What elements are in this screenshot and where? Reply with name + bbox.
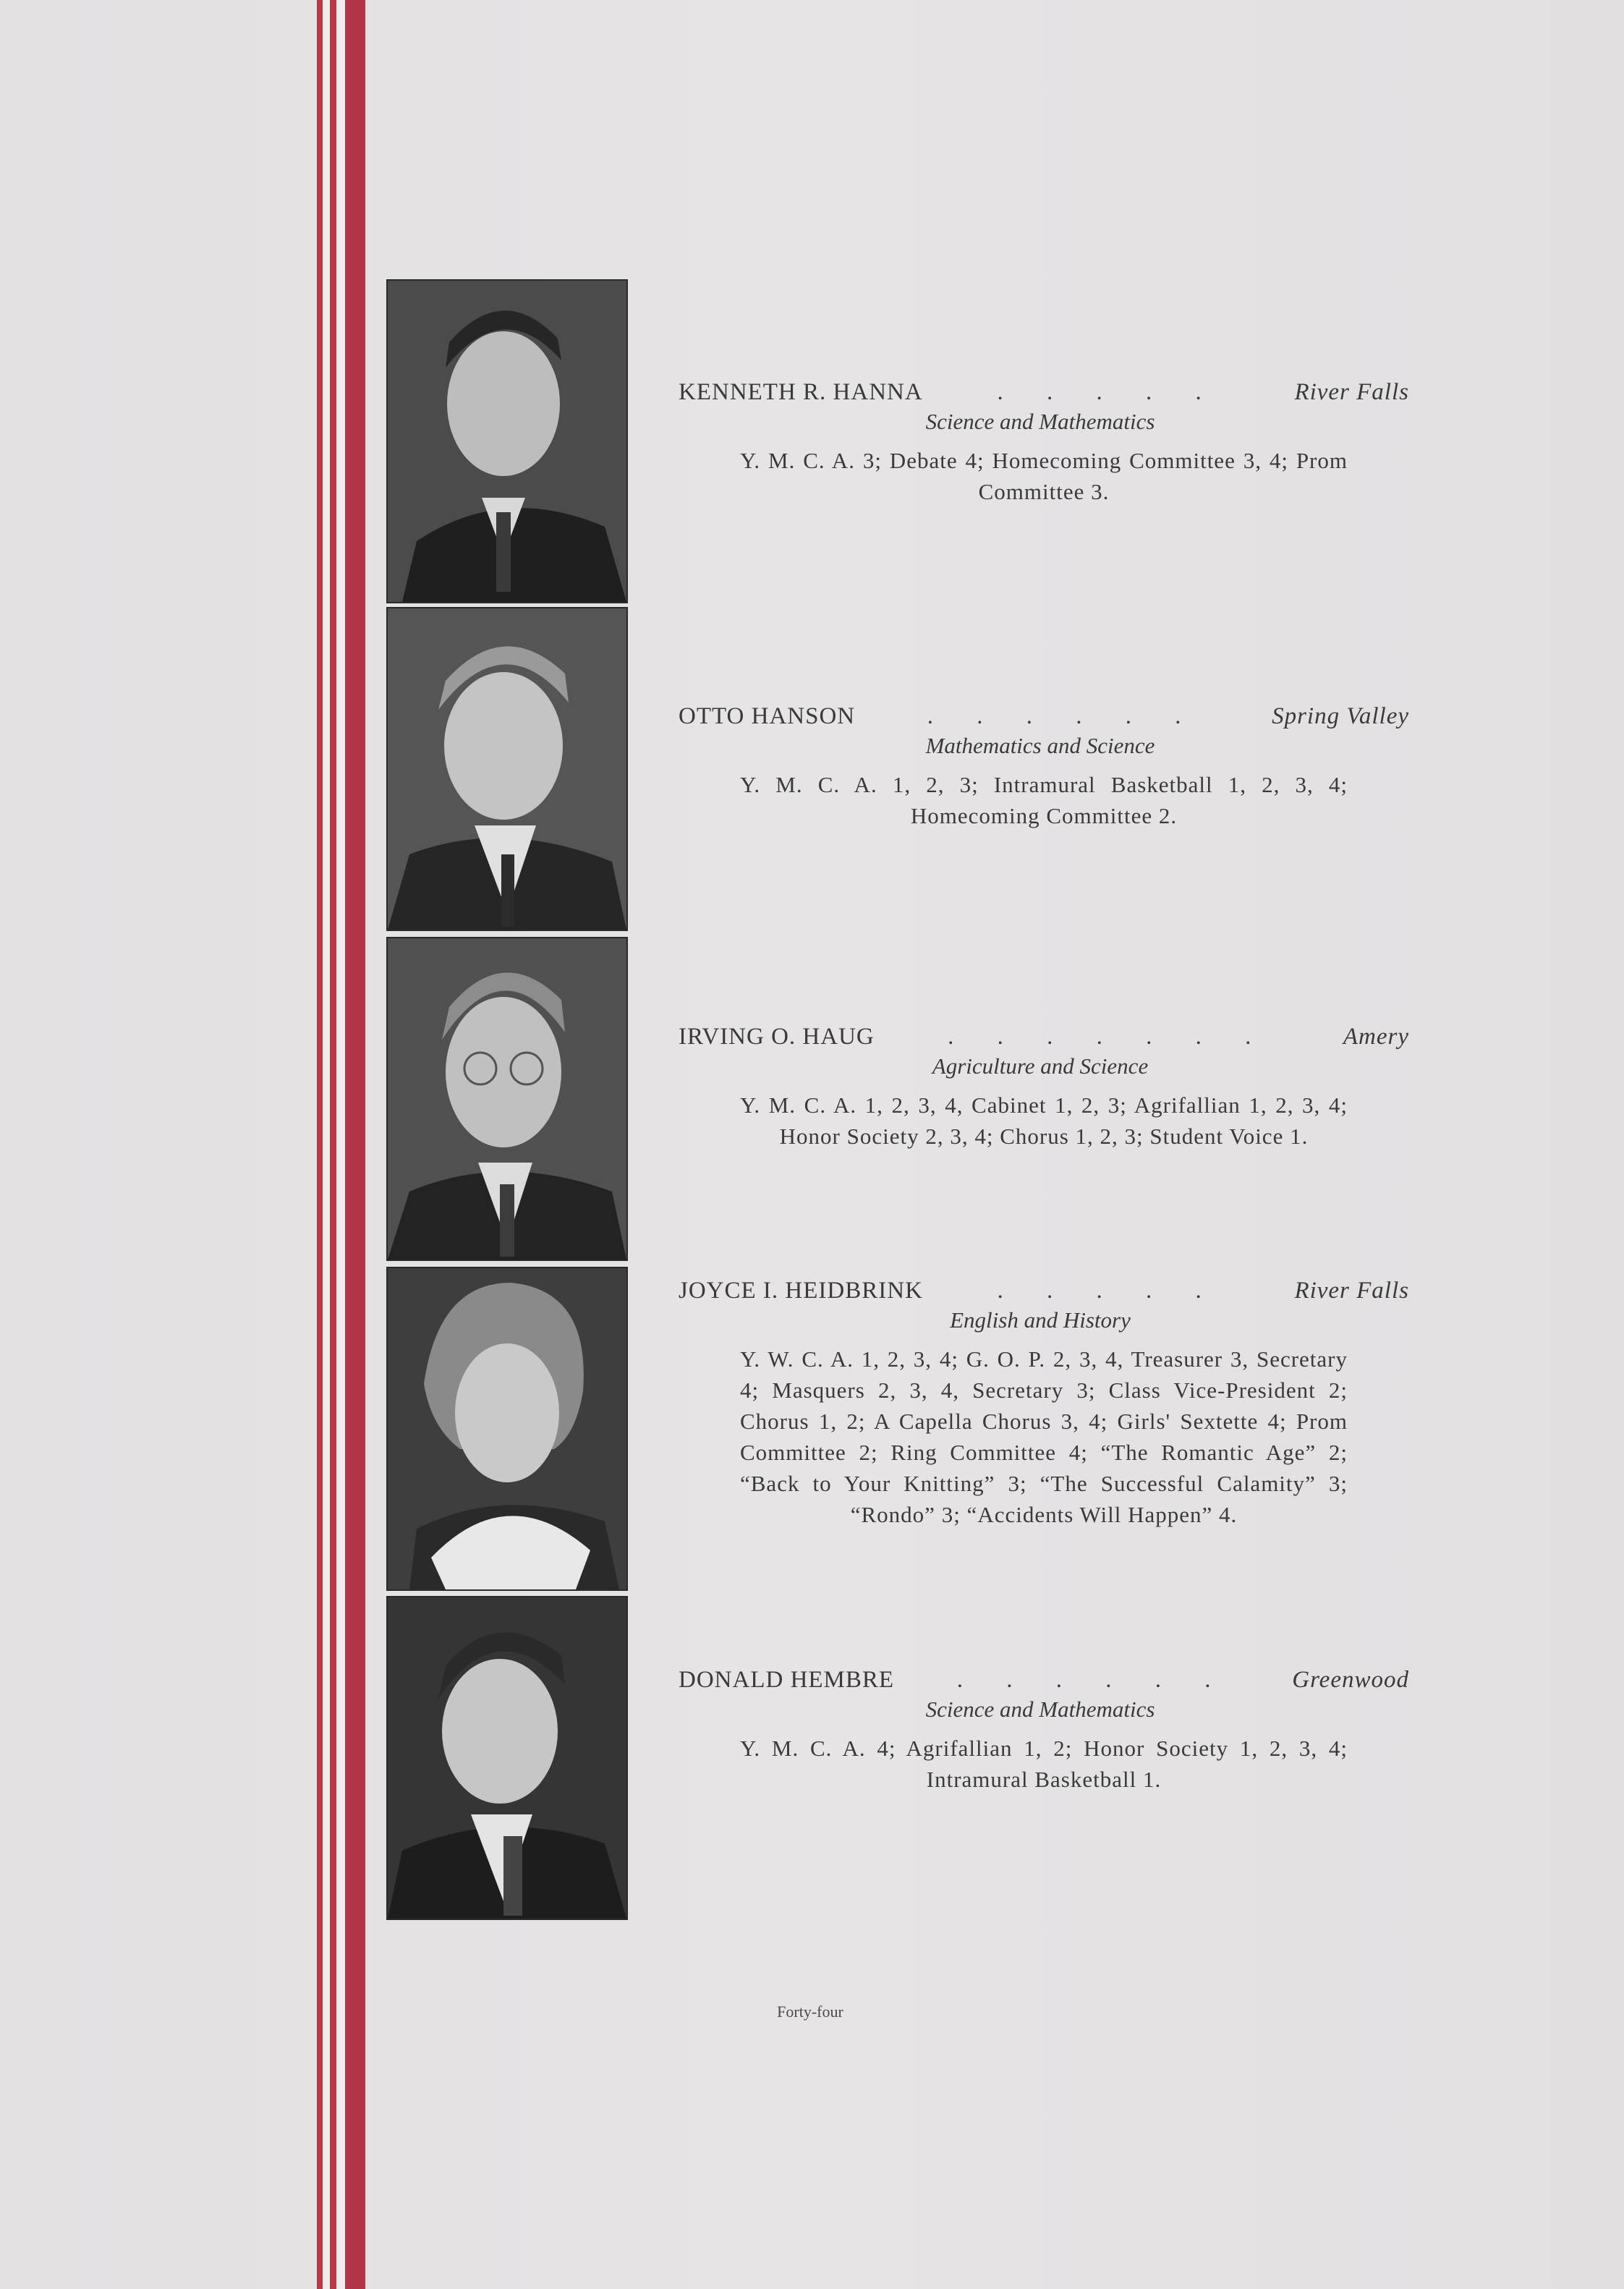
name-line — [679, 1278, 1409, 1304]
major: English and History — [950, 1307, 1131, 1333]
student-name: IRVING O. HAUG — [679, 1024, 875, 1050]
student-name: DONALD HEMBRE — [679, 1667, 895, 1693]
portrait-photo-heidbrink — [386, 1267, 628, 1591]
leader-dots: . . . . . . . — [948, 1024, 1270, 1050]
portrait-photo-hembre — [386, 1596, 628, 1920]
hometown: River Falls — [1294, 1278, 1409, 1304]
red-rule-stripe — [317, 0, 323, 2289]
leader-dots: . . . . . — [997, 379, 1220, 405]
page-number: Forty-four — [777, 2003, 843, 2021]
student-name: JOYCE I. HEIDBRINK — [679, 1278, 923, 1304]
major: Agriculture and Science — [932, 1053, 1149, 1079]
activities: Y. M. C. A. 3; Debate 4; Homecoming Committee 3, 4; Prom Committee 3. — [740, 448, 1348, 504]
name-line — [679, 1024, 1409, 1050]
leader-dots: . . . . . . — [956, 1667, 1230, 1693]
hometown: Amery — [1343, 1024, 1409, 1050]
student-entry — [679, 1667, 1409, 1795]
hometown: Greenwood — [1292, 1667, 1409, 1693]
name-line — [679, 379, 1409, 406]
name-line — [679, 1667, 1409, 1694]
student-entry — [679, 703, 1409, 831]
hometown: River Falls — [1294, 379, 1409, 405]
portrait-photo-hanson — [386, 607, 628, 931]
name-line — [679, 703, 1409, 730]
portrait-photo-haug — [386, 937, 628, 1261]
leader-dots: . . . . . — [997, 1278, 1220, 1304]
student-name: OTTO HANSON — [679, 703, 856, 729]
activities: Y. M. C. A. 1, 2, 3; Intramural Basketball 1, 2, 3, 4; Homecoming Committee 2. — [740, 772, 1348, 828]
rule-gap — [336, 0, 345, 2289]
student-entry — [679, 379, 1409, 507]
activities: Y. M. C. A. 1, 2, 3, 4, Cabinet 1, 2, 3; Agrifallian 1, 2, 3, 4; Honor Society 2, 3, 4; Chorus 1, 2, 3; Student Voice 1. — [740, 1092, 1348, 1149]
student-entry — [679, 1278, 1409, 1530]
red-rule-stripe — [330, 0, 336, 2289]
rule-gap — [323, 0, 330, 2289]
activities: Y. M. C. A. 4; Agrifallian 1, 2; Honor Society 1, 2, 3, 4; Intramural Basketball 1. — [740, 1736, 1348, 1792]
hometown: Spring Valley — [1272, 703, 1409, 729]
major: Science and Mathematics — [925, 1696, 1155, 1722]
activities: Y. W. C. A. 1, 2, 3, 4; G. O. P. 2, 3, 4, Treasurer 3, Secretary 4; Masquers 2, 3, 4, Secretary 3; Class Vice-President 2; Chorus 1, 2; A Capella Chorus 3, 4; Girls' Sextette 4; Prom Committee 2; Ring Committee 4; “The Romantic Age” 2; “Back to Your Knitting” 3; “The Successful Calamity” 3; “Rondo” 3; “Accidents Will Happen” 4. — [740, 1346, 1348, 1527]
leader-dots: . . . . . . — [927, 703, 1200, 729]
student-name: KENNETH R. HANNA — [679, 379, 923, 405]
portrait-photo-hanna — [386, 279, 628, 603]
major: Mathematics and Science — [925, 733, 1155, 758]
major: Science and Mathematics — [925, 409, 1155, 434]
student-entry — [679, 1024, 1409, 1152]
red-rule-stripe-wide — [345, 0, 365, 2289]
